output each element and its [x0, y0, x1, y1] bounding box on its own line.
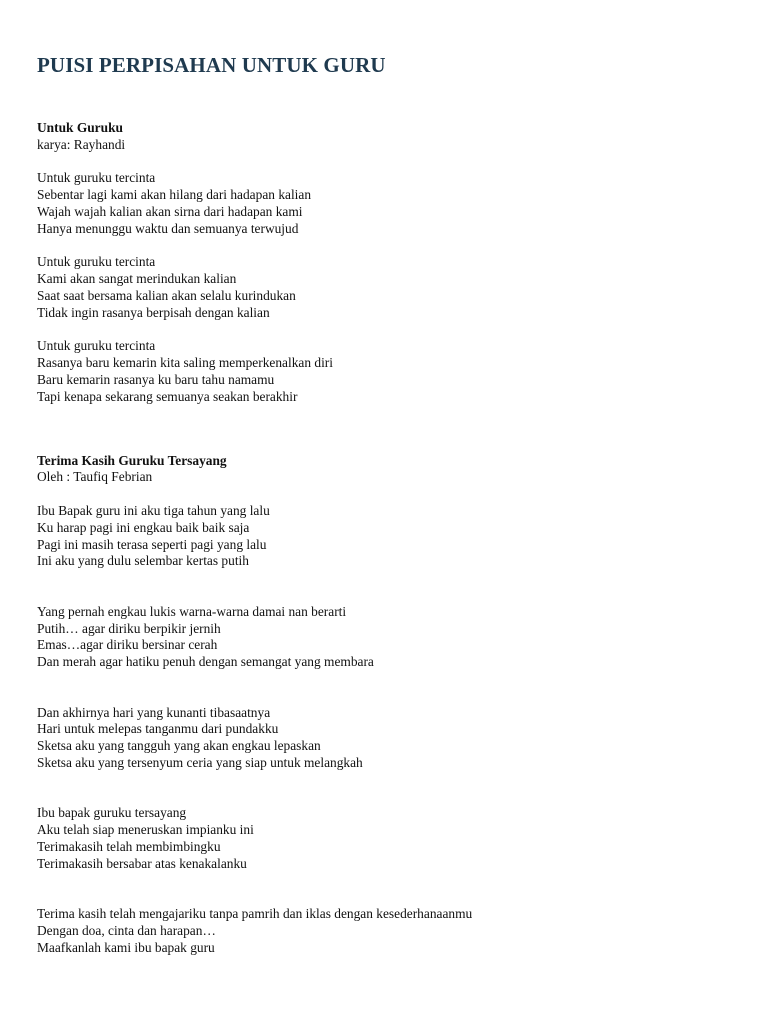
poem-line: Saat saat bersama kalian akan selalu kurindukan: [37, 287, 296, 303]
poem-untuk-guruku: [37, 120, 737, 406]
poem-terima-kasih-guruku: [37, 453, 737, 957]
poem-line: Untuk guruku tercinta: [37, 170, 156, 186]
poem-line: Ibu Bapak guru ini aku tiga tahun yang lalu: [37, 502, 270, 518]
poem-line: Rasanya baru kemarin kita saling memperkenalkan diri: [37, 355, 333, 371]
stanza: [37, 705, 737, 772]
poem-line: Ibu bapak guruku tersayang: [37, 805, 187, 821]
poem-line: Terima kasih telah mengajariku tanpa pamrih dan iklas dengan kesederhanaanmu: [37, 906, 473, 922]
stanza: [37, 805, 737, 872]
stanza: [37, 170, 737, 237]
poem-line: Putih… agar diriku berpikir jernih: [37, 620, 221, 636]
poem-line: Dan akhirnya hari yang kunanti tibasaatnya: [37, 704, 271, 720]
stanza: [37, 604, 737, 671]
document-title: PUISI PERPISAHAN UNTUK GURU: [37, 53, 386, 77]
poem-line: Terimakasih telah membimbingku: [37, 838, 221, 854]
document-page: [37, 50, 737, 956]
poem-line: Tapi kenapa sekarang semuanya seakan berakhir: [37, 388, 298, 404]
poem-line: Dengan doa, cinta dan harapan…: [37, 922, 216, 938]
poem-line: Maafkanlah kami ibu bapak guru: [37, 939, 215, 955]
poem-line: Hanya menunggu waktu dan semuanya terwujud: [37, 220, 299, 236]
poem-line: Ku harap pagi ini engkau baik baik saja: [37, 519, 250, 535]
stanza: [37, 338, 737, 405]
poem-line: Kami akan sangat merindukan kalian: [37, 271, 237, 287]
stanza: [37, 906, 737, 956]
poem-line: Terimakasih bersabar atas kenakalanku: [37, 855, 247, 871]
poem-line: Yang pernah engkau lukis warna-warna damai nan berarti: [37, 603, 347, 619]
poem-line: Baru kemarin rasanya ku baru tahu namamu: [37, 371, 275, 387]
poem-line: Ini aku yang dulu selembar kertas putih: [37, 553, 249, 569]
poem-author: karya: Rayhandi: [37, 136, 126, 152]
poem-line: Pagi ini masih terasa seperti pagi yang lalu: [37, 536, 267, 552]
poem-line: Emas…agar diriku bersinar cerah: [37, 637, 218, 653]
stanza: [37, 503, 737, 570]
poem-title: Terima Kasih Guruku Tersayang: [37, 452, 227, 468]
poem-line: Untuk guruku tercinta: [37, 254, 156, 270]
poem-line: Hari untuk melepas tanganmu dari pundakku: [37, 721, 279, 737]
poem-line: Untuk guruku tercinta: [37, 338, 156, 354]
stanza: [37, 254, 737, 321]
poem-line: Aku telah siap meneruskan impianku ini: [37, 822, 254, 838]
poem-line: Tidak ingin rasanya berpisah dengan kalian: [37, 304, 270, 320]
poem-title: Untuk Guruku: [37, 120, 123, 135]
poem-author: Oleh : Taufiq Febrian: [37, 469, 153, 485]
poem-line: Wajah wajah kalian akan sirna dari hadapan kami: [37, 203, 303, 219]
poem-line: Sketsa aku yang tangguh yang akan engkau lepaskan: [37, 738, 321, 754]
poem-line: Sebentar lagi kami akan hilang dari hadapan kalian: [37, 187, 312, 203]
poem-line: Dan merah agar hatiku penuh dengan semangat yang membara: [37, 654, 374, 670]
poem-line: Sketsa aku yang tersenyum ceria yang siap untuk melangkah: [37, 754, 363, 770]
